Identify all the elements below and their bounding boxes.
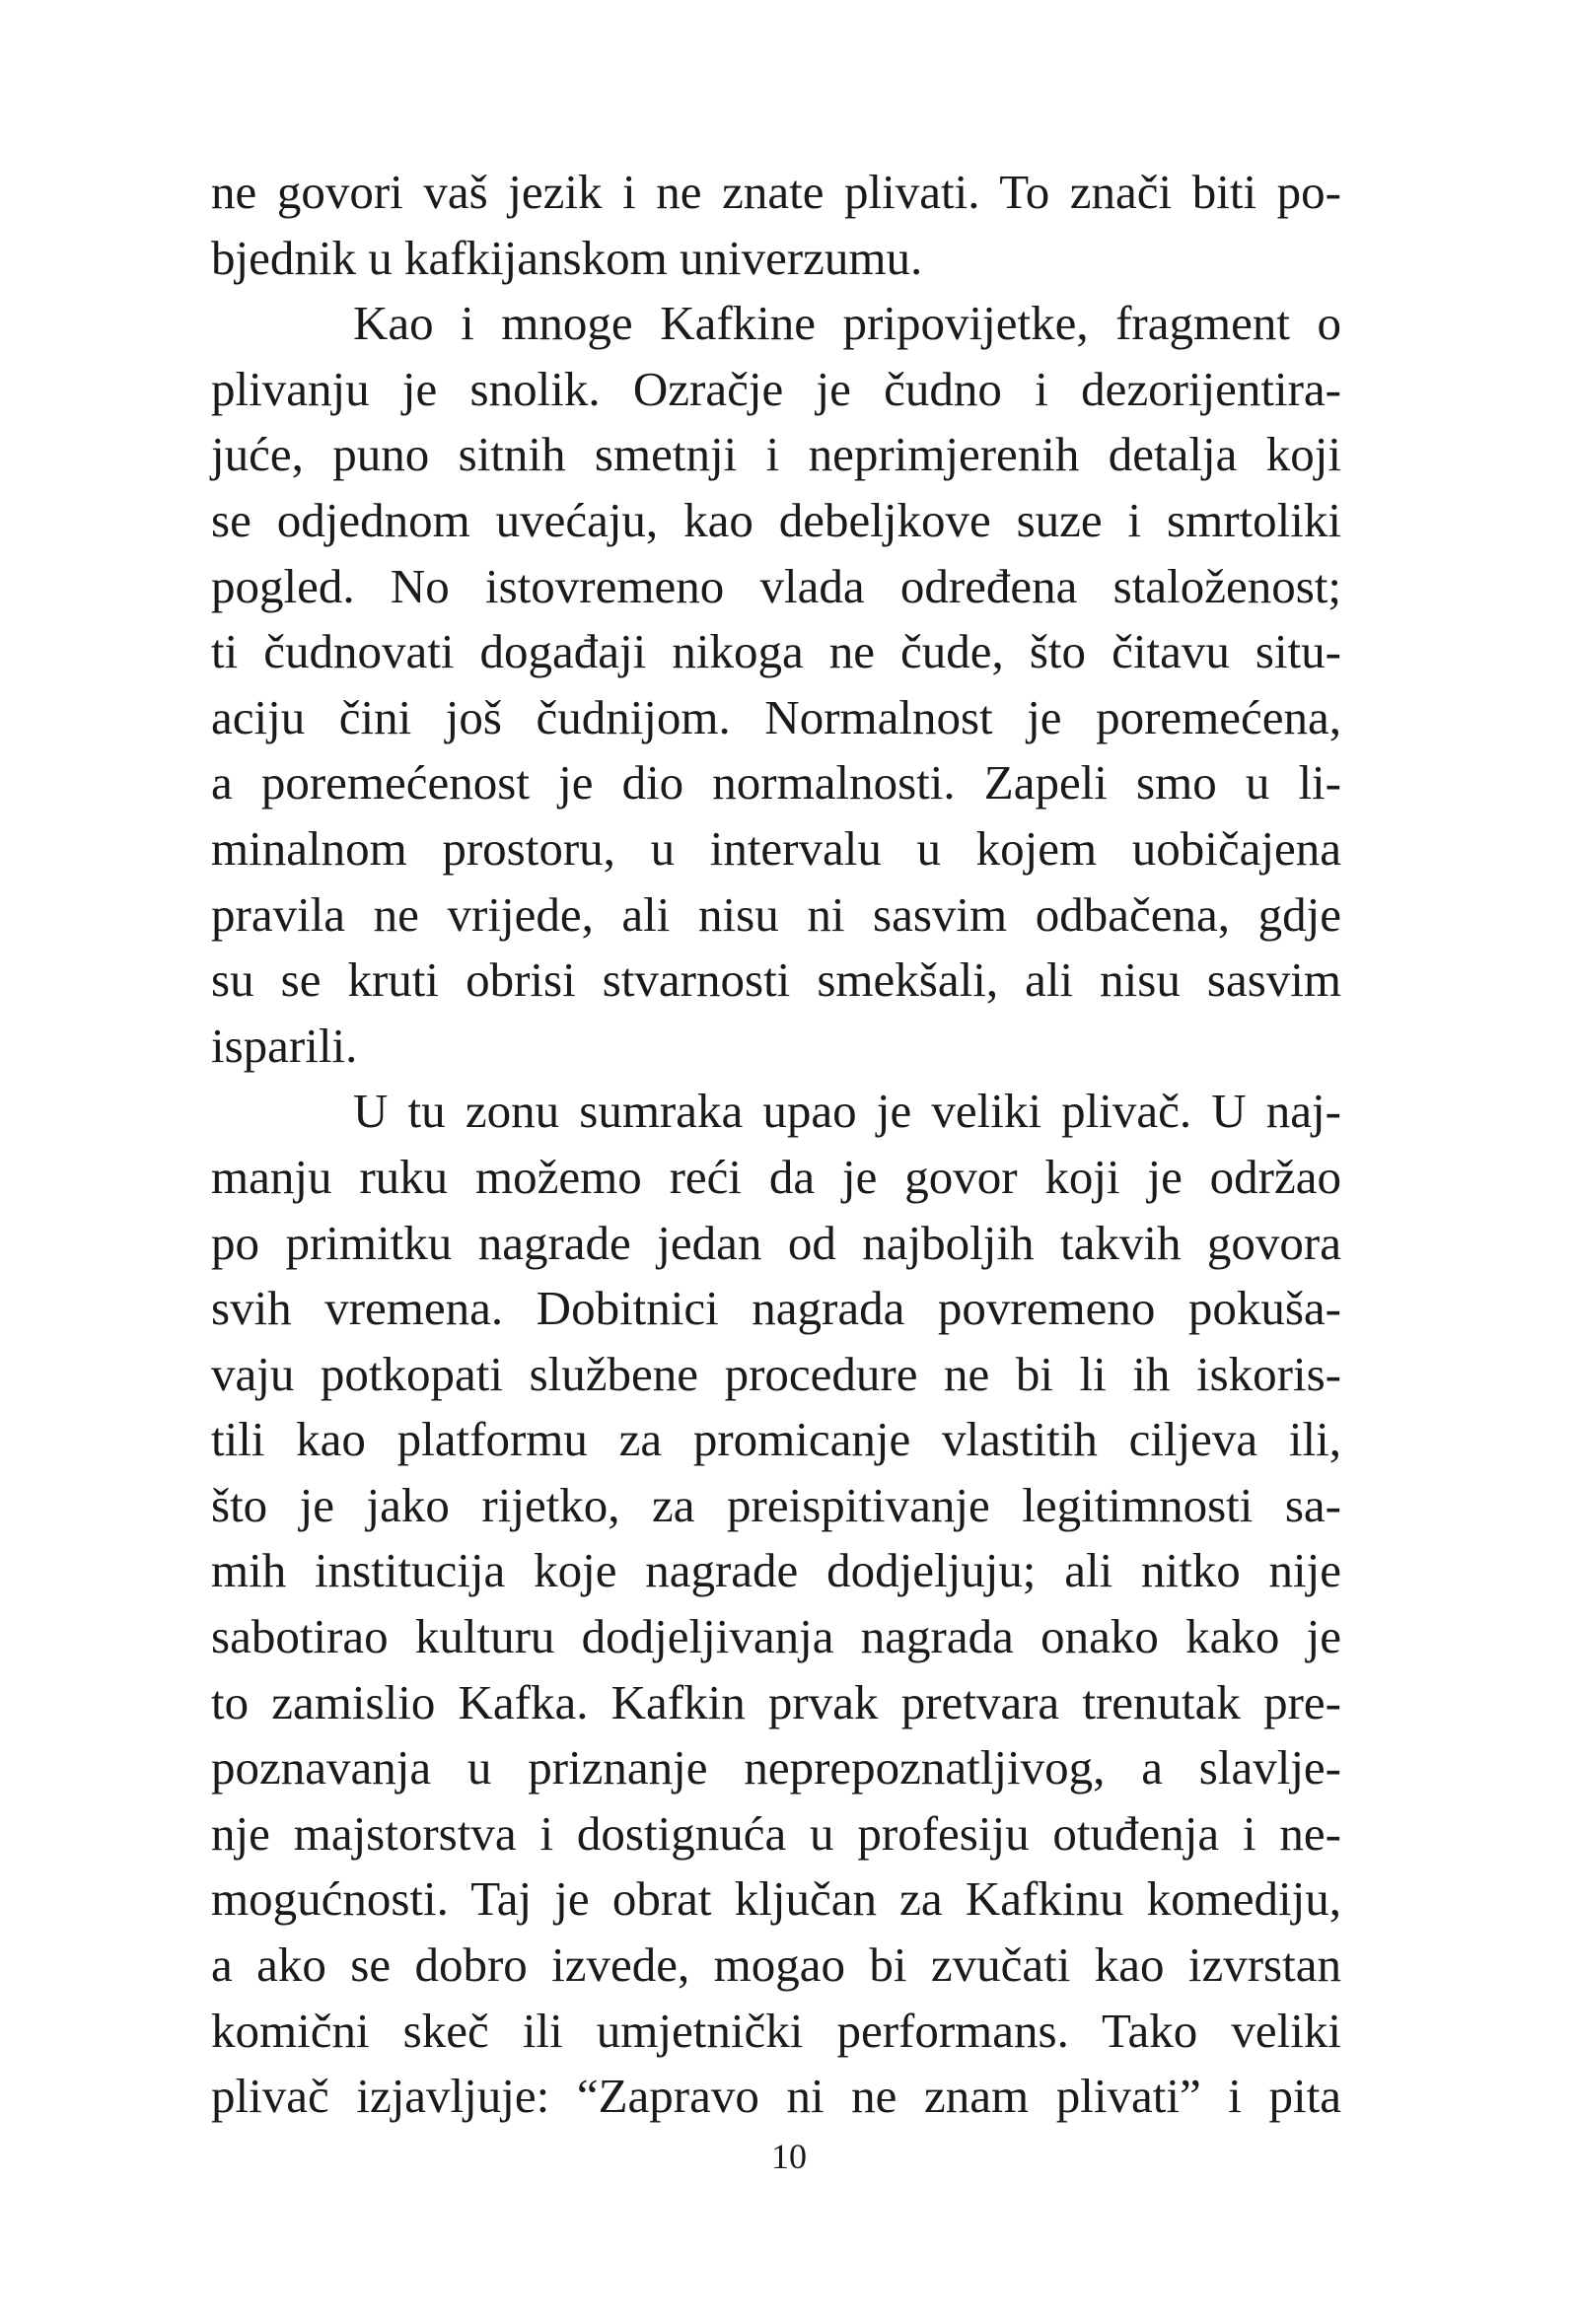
text-line: se odjednom uvećaju, kao debeljkove suze i smrtoliki (211, 492, 1341, 547)
text-line: što je jako rijetko, za preispitivanje legitimnosti sa- (211, 1477, 1341, 1532)
text-line: plivanju je snolik. Ozračje je čudno i dezorijentira- (211, 361, 1341, 416)
text-line: a poremećenost je dio normalnosti. Zapeli smo u li- (211, 755, 1341, 810)
text-line: ne govori vaš jezik i ne znate plivati. To znači biti po- (211, 165, 1341, 219)
text-line: bjednik u kafkijanskom univerzumu. (211, 230, 923, 285)
text-line: juće, puno sitnih smetnji i neprimjerenih detalja koji (211, 427, 1341, 482)
text-line: mih institucija koje nagrade dodjeljuju; ali nitko nije (211, 1543, 1341, 1598)
text-line: minalnom prostoru, u intervalu u kojem uobičajena (211, 820, 1341, 876)
text-line: svih vremena. Dobitnici nagrada povremeno pokuša- (211, 1281, 1341, 1336)
text-line: vaju potkopati službene procedure ne bi li ih iskoris- (211, 1346, 1341, 1401)
text-line: po primitku nagrade jedan od najboljih takvih govora (211, 1215, 1341, 1270)
text-line: aciju čini još čudnijom. Normalnost je poremećena, (211, 689, 1341, 744)
text-line: poznavanja u priznanje neprepoznatljivog, a slavlje- (211, 1740, 1341, 1796)
text-line: sabotirao kulturu dodjeljivanja nagrada onako kako je (211, 1609, 1341, 1664)
text-line: U tu zonu sumraka upao je veliki plivač. U naj- (353, 1084, 1341, 1139)
text-line: mogućnosti. Taj je obrat ključan za Kafkinu komediju, (211, 1871, 1341, 1927)
body-text (211, 160, 1341, 2130)
page-number: 10 (771, 2137, 807, 2176)
text-line: Kao i mnoge Kafkine pripovijetke, fragment o (353, 296, 1341, 351)
text-line: ti čudnovati događaji nikoga ne čude, što čitavu situ- (211, 624, 1341, 679)
text-line: manju ruku možemo reći da je govor koji je održao (211, 1149, 1341, 1204)
text-line: a ako se dobro izvede, mogao bi zvučati kao izvrstan (211, 1937, 1341, 1993)
text-line: komični skeč ili umjetnički performans. Tako veliki (211, 2003, 1341, 2058)
text-line: plivač izjavljuje: “Zapravo ni ne znam plivati” i pita (211, 2069, 1341, 2124)
text-line: su se kruti obrisi stvarnosti smekšali, ali nisu sasvim (211, 952, 1341, 1008)
text-line: nje majstorstva i dostignuća u profesiju otuđenja i ne- (211, 1805, 1341, 1861)
text-line: to zamislio Kafka. Kafkin prvak pretvara trenutak pre- (211, 1674, 1341, 1729)
text-line: pogled. No istovremeno vlada određena staloženost; (211, 558, 1341, 613)
text-line: tili kao platformu za promicanje vlastitih ciljeva ili, (211, 1412, 1341, 1467)
text-line: isparili. (211, 1018, 358, 1073)
text-line: pravila ne vrijede, ali nisu ni sasvim odbačena, gdje (211, 886, 1341, 942)
